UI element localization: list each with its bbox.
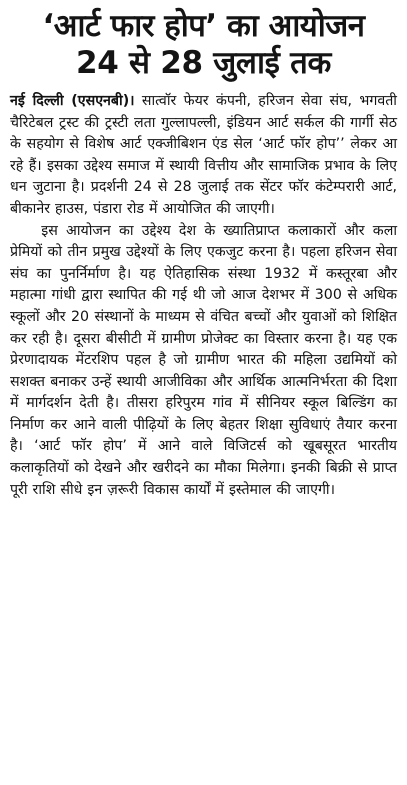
headline-line-2: 24 से 28 जुलाई तक	[76, 44, 331, 81]
paragraph-2-text: इस आयोजन का उद्देश्य देश के ख्यातिप्राप्त कलाकारों और कला प्रेमियों को तीन प्रमुख उद्देश्यों के लिए एकजुट करना है। पहला हरिजन सेवा संघ का पुनर्निर्माण है। यह ऐतिहासिक संस्था 1932 में कस्तूरबा और महात्मा गांधी द्वारा स्थापित की गई थी जो आज देशभर में 300 से अधिक स्कूलों और 20 संस्थानों के माध्यम से वंचित बच्चों और युवाओं को शिक्षित कर रही है। दूसरा बीसीटी में ग्रामीण प्रोजेक्ट का विस्तार करना है। यह एक प्रेरणादायक मेंटरशिप पहल है जो ग्रामीण भारत की महिला उद्यमियों को सशक्त बनाकर उन्हें स्थायी आजीविका और आर्थिक आत्मनिर्भरता की दिशा में मार्गदर्शन देती है। तीसरा हरिपुरम गांव में सीनियर स्कूल बिल्डिंग का निर्माण कर आने वाली पीढ़ियों के लिए बेहतर शिक्षा सुविधाएं तैयार करना है। ‘आर्ट फॉर होप’ में आने वाले विजिटर्स को खूबसूरत भारतीय कलाकृतियों को देखने और खरीदने का मौका मिलेगा। इनकी बिक्री से प्राप्त पूरी राशि सीधे इन ज़रूरी विकास कार्यों में इस्तेमाल की जाएगी।	[10, 222, 397, 498]
article-body	[10, 91, 397, 777]
paragraph-1-text: सात्वॉर फेयर कंपनी, हरिजन सेवा संघ, भगवती चैरिटेबल ट्रस्ट की ट्रस्टी लता गुल्लापल्ली, इंडियन आर्ट सर्कल की गार्गी सेठ के सहयोग से विशेष आर्ट एक्जीबिशन एंड सेल ‘आर्ट फॉर होप’’ लेकर आ रहे हैं। इसका उद्देश्य समाज में स्थायी वित्तीय और सामाजिक प्रभाव के लिए धन जुटाना है। प्रदर्शनी 24 से 28 जुलाई तक सेंटर फॉर कंटेम्परारी आर्ट, बीकानेर हाउस, पंडारा रोड में आयोजित की जाएगी।	[10, 93, 397, 218]
article-paragraph-2	[10, 221, 397, 502]
dateline: नई दिल्ली (एसएनबी)।	[10, 93, 135, 110]
headline	[10, 8, 397, 81]
headline-line-1: ‘आर्ट फार होप’ का आयोजन	[42, 8, 365, 44]
article-paragraph-1	[10, 91, 397, 220]
